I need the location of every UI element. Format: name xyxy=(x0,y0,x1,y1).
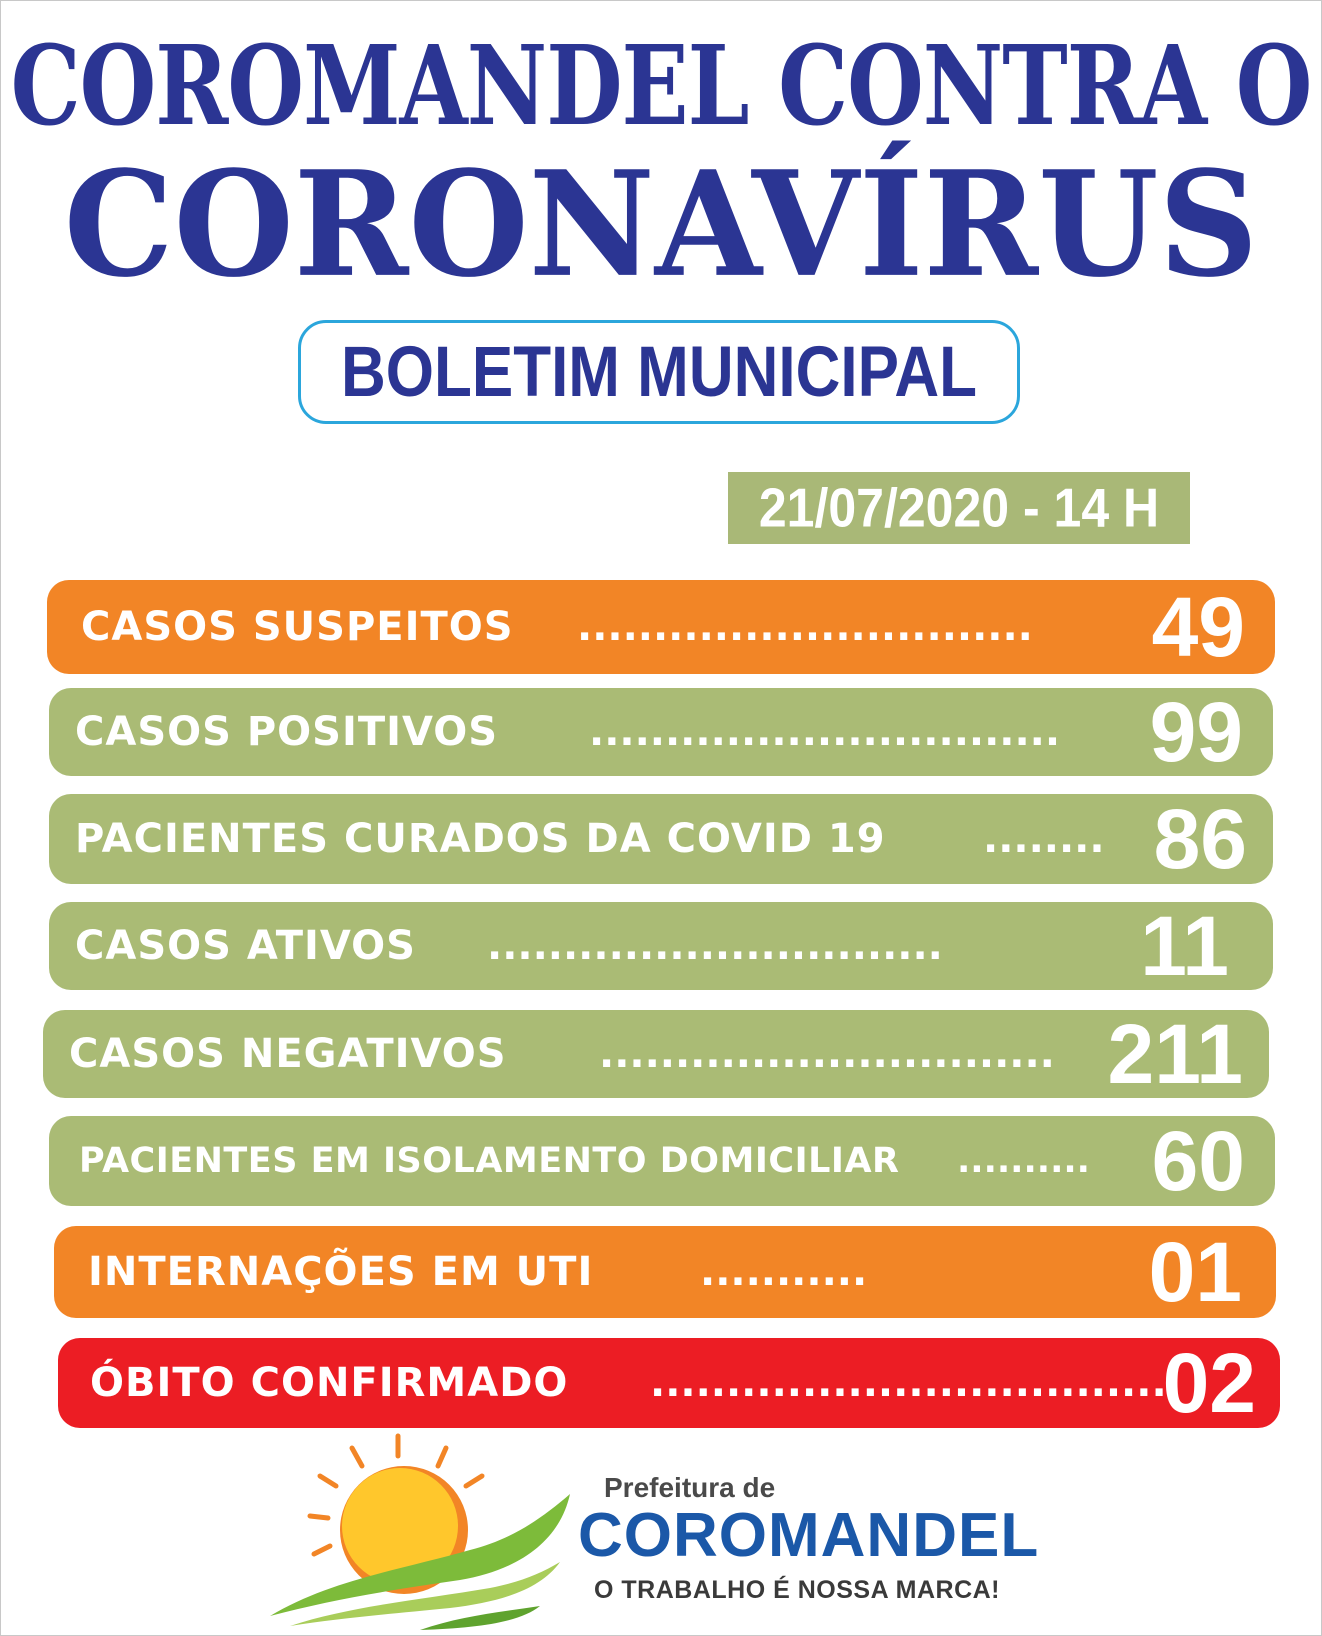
stat-row-obito-confirmado xyxy=(58,1338,1280,1428)
stat-label: CASOS NEGATIVOS xyxy=(69,1031,507,1077)
stat-row-pacientes-curados xyxy=(49,794,1273,884)
stat-dots: .......... xyxy=(957,1141,1090,1181)
sun-over-hills-icon xyxy=(270,1430,580,1630)
logo-prefix: Prefeitura de xyxy=(604,1472,776,1503)
logo-slogan: O TRABALHO É NOSSA MARCA! xyxy=(594,1576,1001,1604)
stat-value: 211 xyxy=(1107,1007,1243,1101)
stat-row-internacoes-uti xyxy=(54,1226,1276,1318)
stat-value: 11 xyxy=(1140,899,1229,993)
stat-dots: .............................. xyxy=(599,1031,1055,1077)
stat-value: 49 xyxy=(1151,580,1245,674)
stat-value: 01 xyxy=(1148,1225,1242,1319)
stat-value: 60 xyxy=(1151,1114,1245,1208)
stat-value: 86 xyxy=(1153,792,1247,886)
stat-value: 02 xyxy=(1162,1336,1256,1430)
bulletin-title: BOLETIM MUNICIPAL xyxy=(340,332,977,412)
stat-row-isolamento-domiciliar xyxy=(49,1116,1275,1206)
bulletin-banner xyxy=(298,320,1020,424)
stat-label: CASOS POSITIVOS xyxy=(75,709,499,755)
stat-dots: .................................. xyxy=(650,1360,1167,1406)
stat-label: CASOS ATIVOS xyxy=(75,923,416,969)
date-badge xyxy=(728,472,1190,544)
logo-city-name: COROMANDEL xyxy=(578,1501,1040,1570)
stat-label: INTERNAÇÕES EM UTI xyxy=(88,1249,594,1295)
headline-line2: CORONAVÍRUS xyxy=(63,138,1259,310)
stat-label: PACIENTES CURADOS DA COVID 19 xyxy=(75,816,886,862)
stat-dots: .............................. xyxy=(487,923,943,969)
stat-value: 99 xyxy=(1149,685,1243,779)
stat-label: PACIENTES EM ISOLAMENTO DOMICILIAR xyxy=(79,1141,900,1181)
stat-dots: .............................. xyxy=(577,604,1033,650)
stat-label: ÓBITO CONFIRMADO xyxy=(90,1360,569,1406)
stat-row-casos-positivos xyxy=(49,685,1273,779)
stat-row-casos-ativos xyxy=(49,899,1273,993)
stat-dots: ........ xyxy=(983,816,1105,862)
stat-row-casos-negativos xyxy=(43,1007,1269,1101)
bulletin-date: 21/07/2020 - 14 H xyxy=(758,477,1160,539)
headline-line1: COROMANDEL CONTRA O xyxy=(10,20,1312,150)
prefeitura-logo xyxy=(270,1430,1070,1630)
stat-dots: ............................... xyxy=(589,709,1061,755)
stat-label: CASOS SUSPEITOS xyxy=(81,604,514,650)
stat-row-casos-suspeitos xyxy=(47,580,1275,674)
stat-dots: ........... xyxy=(700,1249,868,1295)
